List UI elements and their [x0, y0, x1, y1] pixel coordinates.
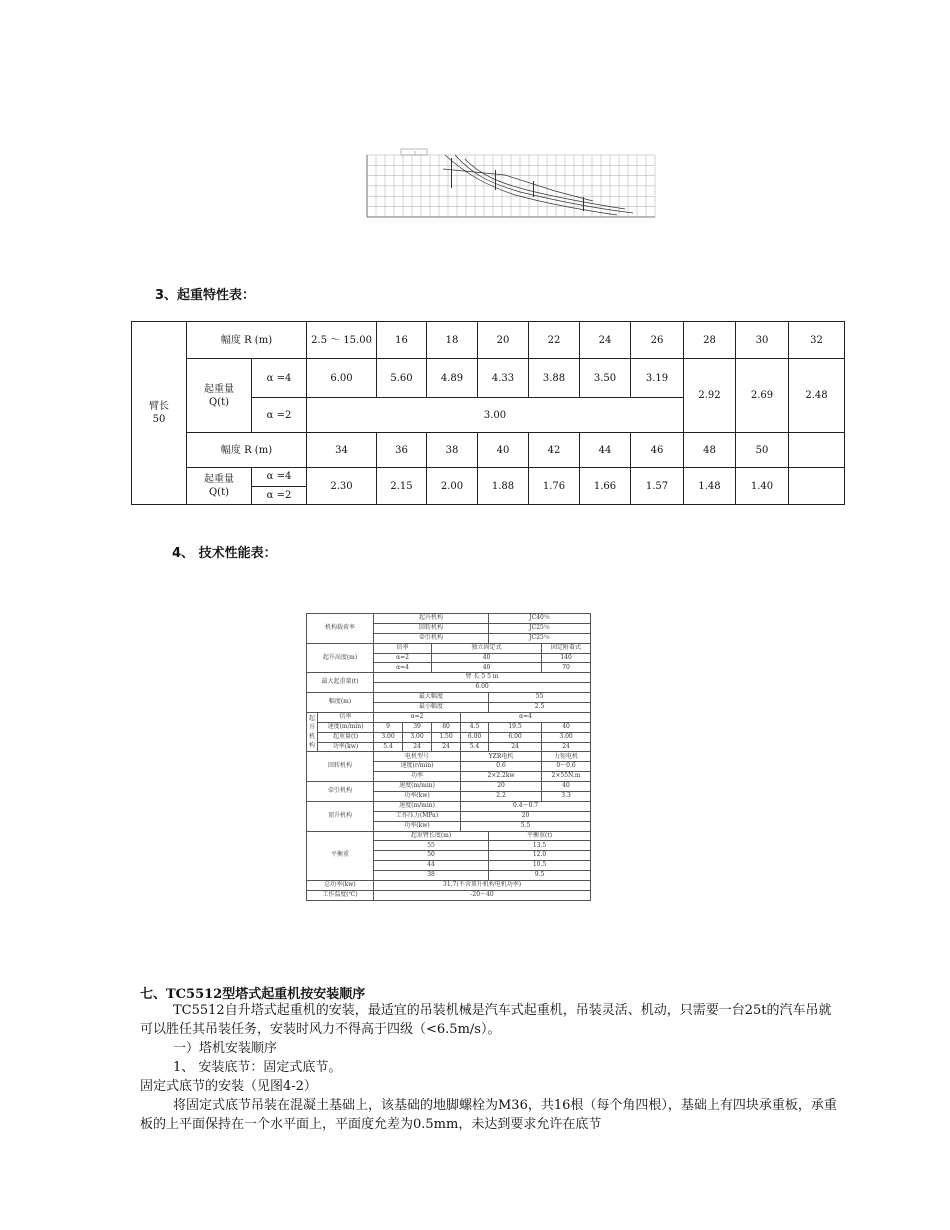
trolley-speed-label: 速度(m/min) — [374, 782, 461, 792]
climb-label: 顶升机构 — [307, 801, 374, 831]
radius-cell: 34 — [307, 433, 377, 468]
a4-label: α=4 — [461, 712, 591, 722]
motor-model-label: 电机型号 — [374, 752, 461, 762]
load-cell: 3.19 — [631, 359, 684, 398]
radius-cell: 42 — [529, 433, 580, 468]
lift-characteristics-heading: 3、起重特性表： — [155, 288, 256, 303]
radius-cell: 24 — [580, 322, 631, 359]
max-radius-label: 最大幅度 — [374, 693, 489, 703]
section7-title: 七、TC5512型塔式起重机按安装顺序 — [140, 987, 366, 1002]
freestanding-label: 独立固定式 — [432, 643, 542, 653]
load-cell: 2.00 — [427, 468, 478, 505]
radius-cell: 36 — [377, 433, 427, 468]
a4-label: α=4 — [374, 663, 432, 673]
value-cell: 0.6 — [461, 762, 542, 772]
a2-label: α=2 — [374, 653, 432, 663]
radius-label: 幅度 R (m) — [187, 322, 307, 359]
value-cell: 13.5 — [489, 841, 591, 851]
value-cell: 24 — [432, 742, 461, 752]
alpha4-label: α =4 — [252, 468, 306, 487]
load-label: 起重量 Q(t) — [187, 468, 252, 505]
value-cell: 24 — [489, 742, 542, 752]
slew-speed-label: 速度(r/min) — [374, 762, 461, 772]
radius-cell: 32 — [789, 322, 845, 359]
load-label: 起重量 Q(t) — [187, 359, 252, 433]
hoist-mech: 起升机构 — [374, 614, 489, 624]
max-load-label: 最大起重量(t) — [307, 673, 374, 693]
total-power-label: 总功率(kw) — [307, 881, 374, 891]
value-cell: 70 — [542, 663, 591, 673]
alpha4-label: α =4 — [252, 359, 307, 398]
radius-cell: 38 — [427, 433, 478, 468]
value-cell: 0～0.6 — [542, 762, 591, 772]
radius-label: 幅度 R (m) — [187, 433, 307, 468]
reeving-label: 倍率 — [318, 712, 374, 722]
value-cell: 力矩电机 — [542, 752, 591, 762]
a2-label: α=2 — [374, 712, 461, 722]
radius-cell: 44 — [580, 433, 631, 468]
tech-performance-table — [306, 613, 591, 901]
hoist-rate: JC40％ — [489, 614, 591, 624]
value-cell: 20 — [461, 811, 591, 821]
work-temp-label: 工作温度(℃) — [307, 890, 374, 900]
radius-cell: 18 — [427, 322, 478, 359]
speed-label: 速度(m/min) — [318, 722, 374, 732]
radius-cell: 50 — [736, 433, 789, 468]
trolley-mech: 牵引机构 — [374, 633, 489, 643]
value-cell: 20 — [461, 782, 542, 792]
climb-power-label: 功率(kw) — [374, 821, 461, 831]
value-cell: 24 — [403, 742, 432, 752]
tech-performance-heading: 4、 技术性能表： — [172, 546, 277, 561]
slew-label: 回转机构 — [307, 752, 374, 782]
value-cell: 140 — [542, 653, 591, 663]
value-cell: 2.5 — [489, 703, 591, 713]
arm-length-cell: 臂长 50 — [132, 322, 187, 505]
lift-characteristics-table — [131, 321, 845, 505]
load-cell: 2.15 — [377, 468, 427, 505]
trolley-power-label: 功率(kw) — [374, 792, 461, 802]
jib-length-label: 起重臂长度(m) — [374, 831, 489, 841]
load-cell: 3.50 — [580, 359, 631, 398]
jib-length: 臂 长 5 5 m — [374, 673, 591, 683]
hoist-vertical-label: 起 升 机 构 — [307, 712, 318, 752]
load-cell: 5.60 — [377, 359, 427, 398]
value-cell: -20～40 — [374, 890, 591, 900]
climb-pressure-label: 工作压力(MPa) — [374, 811, 461, 821]
paragraph: 将固定式底节吊装在混凝土基础上，该基础的地脚螺栓为M36，共16根（每个角四根），基础上有四块承重板，承重板的上平面保持在一个水平面上，平面度允差为0.5mm，未达到要求允许在底节 — [140, 1098, 837, 1132]
reeving-label: 倍率 — [374, 643, 432, 653]
value-cell: 5.4 — [461, 742, 489, 752]
load-cell: 2.69 — [736, 359, 789, 433]
value-cell: 6.00 — [461, 732, 489, 742]
value-cell: 3.00 — [403, 732, 432, 742]
alpha2-label: α =2 — [266, 490, 292, 501]
load-cell: 1.66 — [580, 468, 631, 505]
load-cell — [789, 468, 845, 505]
radius-label: 幅度(m) — [307, 693, 374, 713]
load-cell: 1.57 — [631, 468, 684, 505]
value-cell: 40 — [542, 722, 591, 732]
load-label: 起重量(t) — [318, 732, 374, 742]
value-cell: 5.4 — [374, 742, 403, 752]
alpha2-label: α =2 — [252, 398, 307, 433]
radius-cell: 26 — [631, 322, 684, 359]
lift-height-label: 起升高度(m) — [307, 643, 374, 673]
radius-cell: 22 — [529, 322, 580, 359]
load-cell: 2.92 — [684, 359, 736, 433]
alpha-sub-cell — [252, 468, 307, 505]
trolley-rate: JC25％ — [489, 633, 591, 643]
radius-cell: 28 — [684, 322, 736, 359]
load-cell: 1.40 — [736, 468, 789, 505]
value-cell: 6.00 — [489, 732, 542, 742]
radius-cell: 16 — [377, 322, 427, 359]
value-cell: 5.5 — [461, 821, 591, 831]
slew-rate: JC25％ — [489, 623, 591, 633]
value-cell: 80 — [432, 722, 461, 732]
radius-cell: 40 — [478, 433, 529, 468]
value-cell: 24 — [542, 742, 591, 752]
value-cell: 55 — [374, 841, 489, 851]
power-label: 功率(kw) — [318, 742, 374, 752]
value-cell: 55 — [489, 693, 591, 703]
load-cell: 4.89 — [427, 359, 478, 398]
value-cell: 12.0 — [489, 851, 591, 861]
counterweight-label: 平衡重 — [307, 831, 374, 880]
value-cell: 9 — [374, 722, 403, 732]
slew-power-label: 功率 — [374, 772, 461, 782]
value-cell: YZR电机 — [461, 752, 542, 762]
paragraph: TC5512自升塔式起重机的安装，最适宜的吊装机械是汽车式起重机，吊装灵活、机动，只需要一台25t的汽车吊就可以胜任其吊装任务，安装时风力不得高于四级（<6.5m/s）。 — [140, 1003, 832, 1037]
radius-cell — [789, 433, 845, 468]
radius-cell: 46 — [631, 433, 684, 468]
mech-load-rate-label: 机构载荷率 — [307, 614, 374, 644]
min-radius-label: 最小幅度 — [374, 703, 489, 713]
value-cell: 50 — [374, 851, 489, 861]
load-cell: 4.33 — [478, 359, 529, 398]
value-cell: 2.2 — [461, 792, 542, 802]
paragraph: 1、 安装底节：固定式底节。 — [173, 1060, 342, 1075]
value-cell: 10.5 — [489, 861, 591, 871]
attached-label: 固定附着式 — [542, 643, 591, 653]
load-cell: 3.00 — [307, 398, 684, 433]
value-cell: 40 — [542, 782, 591, 792]
value-cell: 9.5 — [489, 871, 591, 881]
paragraph: 一）塔机安装顺序 — [173, 1041, 278, 1056]
value-cell: 31.7(不含顶升机构电机功率) — [374, 881, 591, 891]
radius-cell: 20 — [478, 322, 529, 359]
load-curve-figure — [355, 145, 685, 225]
value-cell: 38 — [374, 871, 489, 881]
value-cell: 1.50 — [432, 732, 461, 742]
radius-cell: 30 — [736, 322, 789, 359]
value-cell: 19.5 — [489, 722, 542, 732]
load-cell: 2.30 — [307, 468, 377, 505]
load-cell: 1.76 — [529, 468, 580, 505]
value-cell: 3.00 — [374, 732, 403, 742]
value-cell: 3.3 — [542, 792, 591, 802]
cw-weight-label: 平衡重(t) — [489, 831, 591, 841]
load-cell: 6.00 — [307, 359, 377, 398]
load-cell: 3.88 — [529, 359, 580, 398]
value-cell: 40 — [432, 653, 542, 663]
value-cell: 40 — [432, 663, 542, 673]
radius-cell: 2.5 ～ 15.00 — [307, 322, 377, 359]
load-cell: 2.48 — [789, 359, 845, 433]
climb-speed-label: 速度(m/min) — [374, 801, 461, 811]
paragraph: 固定式底节的安装（见图4-2） — [140, 1079, 317, 1094]
value-cell: 4.5 — [461, 722, 489, 732]
value-cell: 6.00 — [374, 683, 591, 693]
radius-cell: 48 — [684, 433, 736, 468]
value-cell: 44 — [374, 861, 489, 871]
body-text — [140, 1001, 840, 1134]
value-cell: 0.4～0.7 — [461, 801, 591, 811]
value-cell: 3.00 — [542, 732, 591, 742]
trolley-label: 牵引机构 — [307, 782, 374, 802]
slew-mech: 回转机构 — [374, 623, 489, 633]
load-cell: 1.48 — [684, 468, 736, 505]
value-cell: 2×55N.m — [542, 772, 591, 782]
value-cell: 2×2.2kw — [461, 772, 542, 782]
load-cell: 1.88 — [478, 468, 529, 505]
value-cell: 39 — [403, 722, 432, 732]
